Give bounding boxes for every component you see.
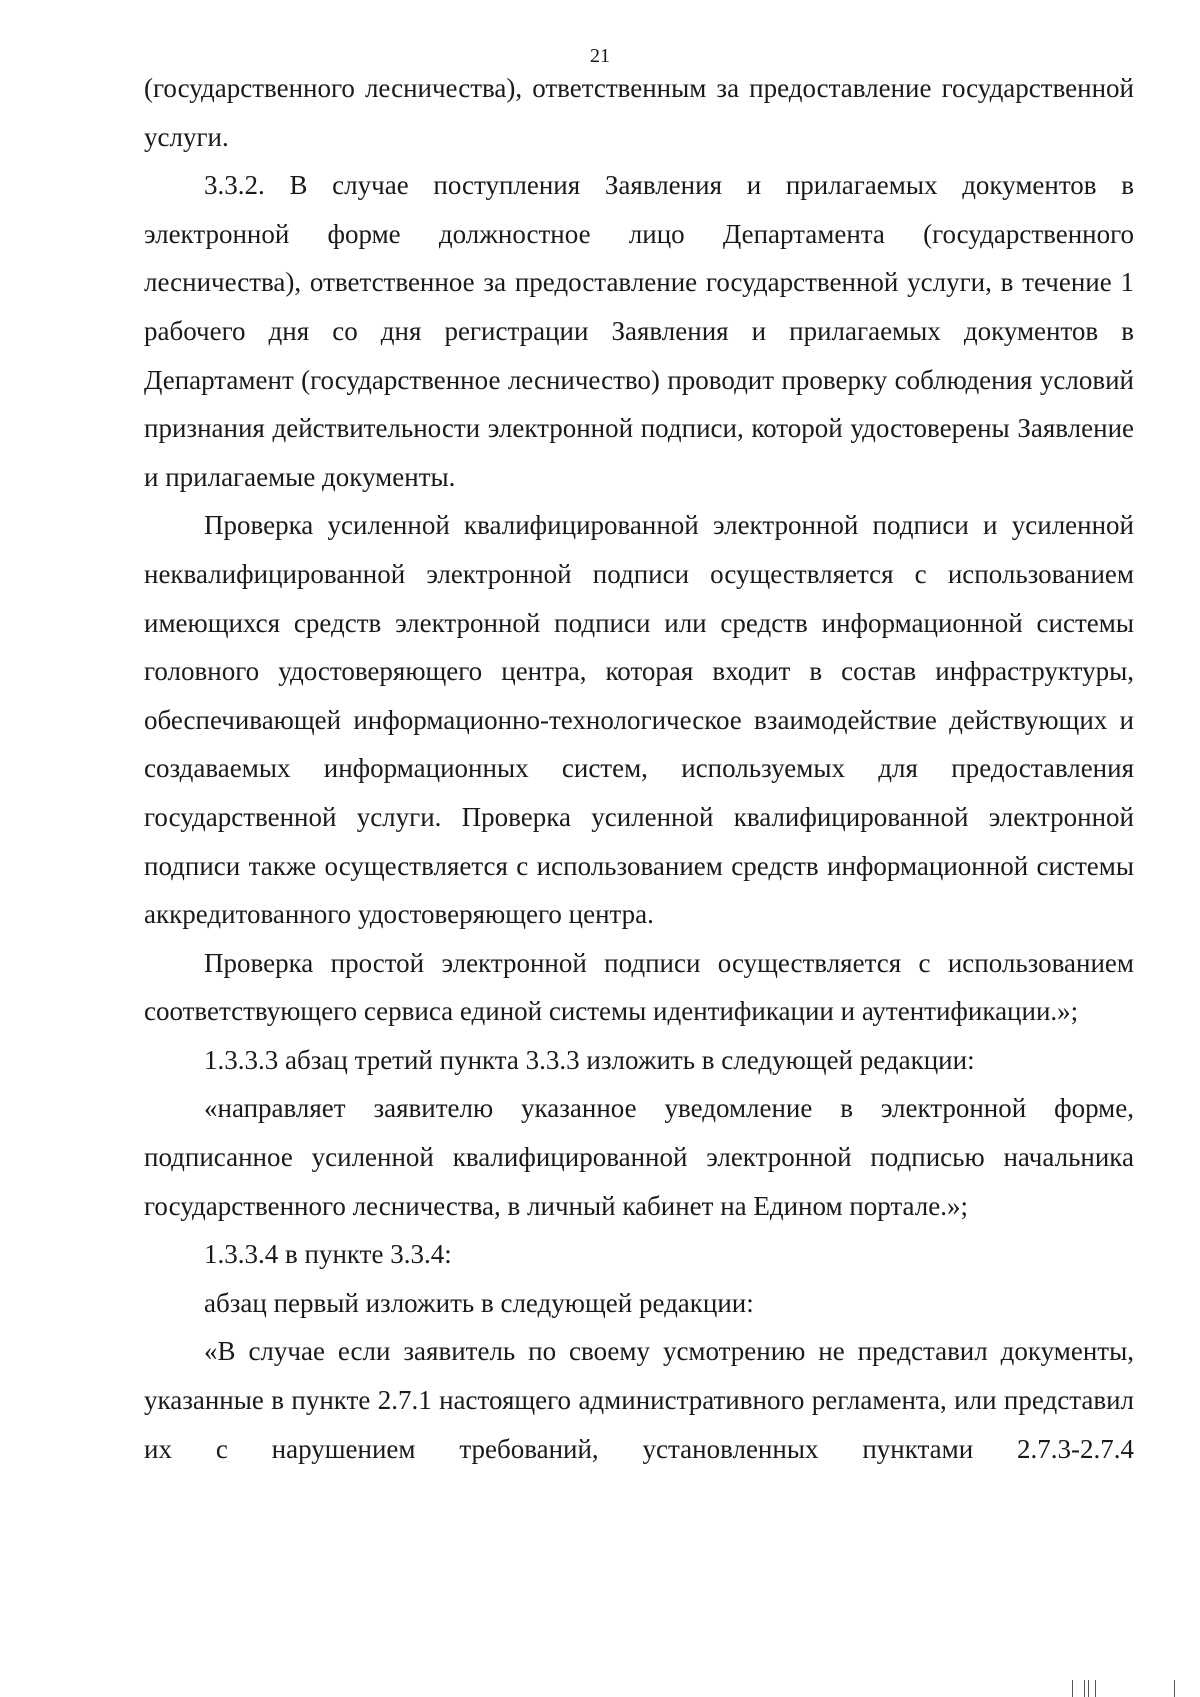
paragraph: 1.3.3.4 в пункте 3.3.4: xyxy=(204,1239,452,1270)
paragraph: Проверка усиленной квалифицированной электронной подписи и усиленной неквалифицированной электронной подписи осуществляется с использованием имеющихся средств электронной подписи или средств информационной системы головного удостоверяющего центра, которая входит в состав инфраструктуры, обеспечивающей информационно-технологическое взаимодействие действующих и создаваемых информационных систем, используемых для предоставления государственной услуги. Проверка усиленной квалифицированной электронной подписи также осуществляется с использованием средств информационной системы аккредитованного удостоверяющего центра. xyxy=(144,510,1134,930)
paragraph: Проверка простой электронной подписи осуществляется с использованием соответствующего сервиса единой системы идентификации и аутентификации.»; xyxy=(144,947,1134,1027)
paragraph: «направляет заявителю указанное уведомление в электронной форме, подписанное усиленной квалифицированной электронной подписью начальника государственного лесничества, в личный кабинет на Едином портале.»; xyxy=(144,1093,1134,1221)
scan-artifact-marks xyxy=(1062,1680,1182,1697)
page-number: 21 xyxy=(590,45,610,67)
paragraph: 1.3.3.3 абзац третий пункта 3.3.3 изложить в следующей редакции: xyxy=(204,1044,975,1075)
paragraph: абзац первый изложить в следующей редакции: xyxy=(204,1287,754,1318)
paragraph: «В случае если заявитель по своему усмотрению не представил документы, указанные в пункте 2.7.1 настоящего административного регламента, или представил их с нарушением требований, установленных пунктами 2.7.3-2.7.4 xyxy=(144,1336,1134,1464)
paragraph: 3.3.2. В случае поступления Заявления и прилагаемых документов в электронной форме должностное лицо Департамента (государственного лесничества), ответственное за предоставление государственной услуги, в течение 1 рабочего дня со дня регистрации Заявления и прилагаемых документов в Департамент (государственное лесничество) проводит проверку соблюдения условий признания действительности электронной подписи, которой удостоверены Заявление и прилагаемые документы. xyxy=(144,170,1134,492)
paragraph: (государственного лесничества), ответственным за предоставление государственной услуги. xyxy=(144,73,1134,152)
document-body xyxy=(144,64,1134,1473)
